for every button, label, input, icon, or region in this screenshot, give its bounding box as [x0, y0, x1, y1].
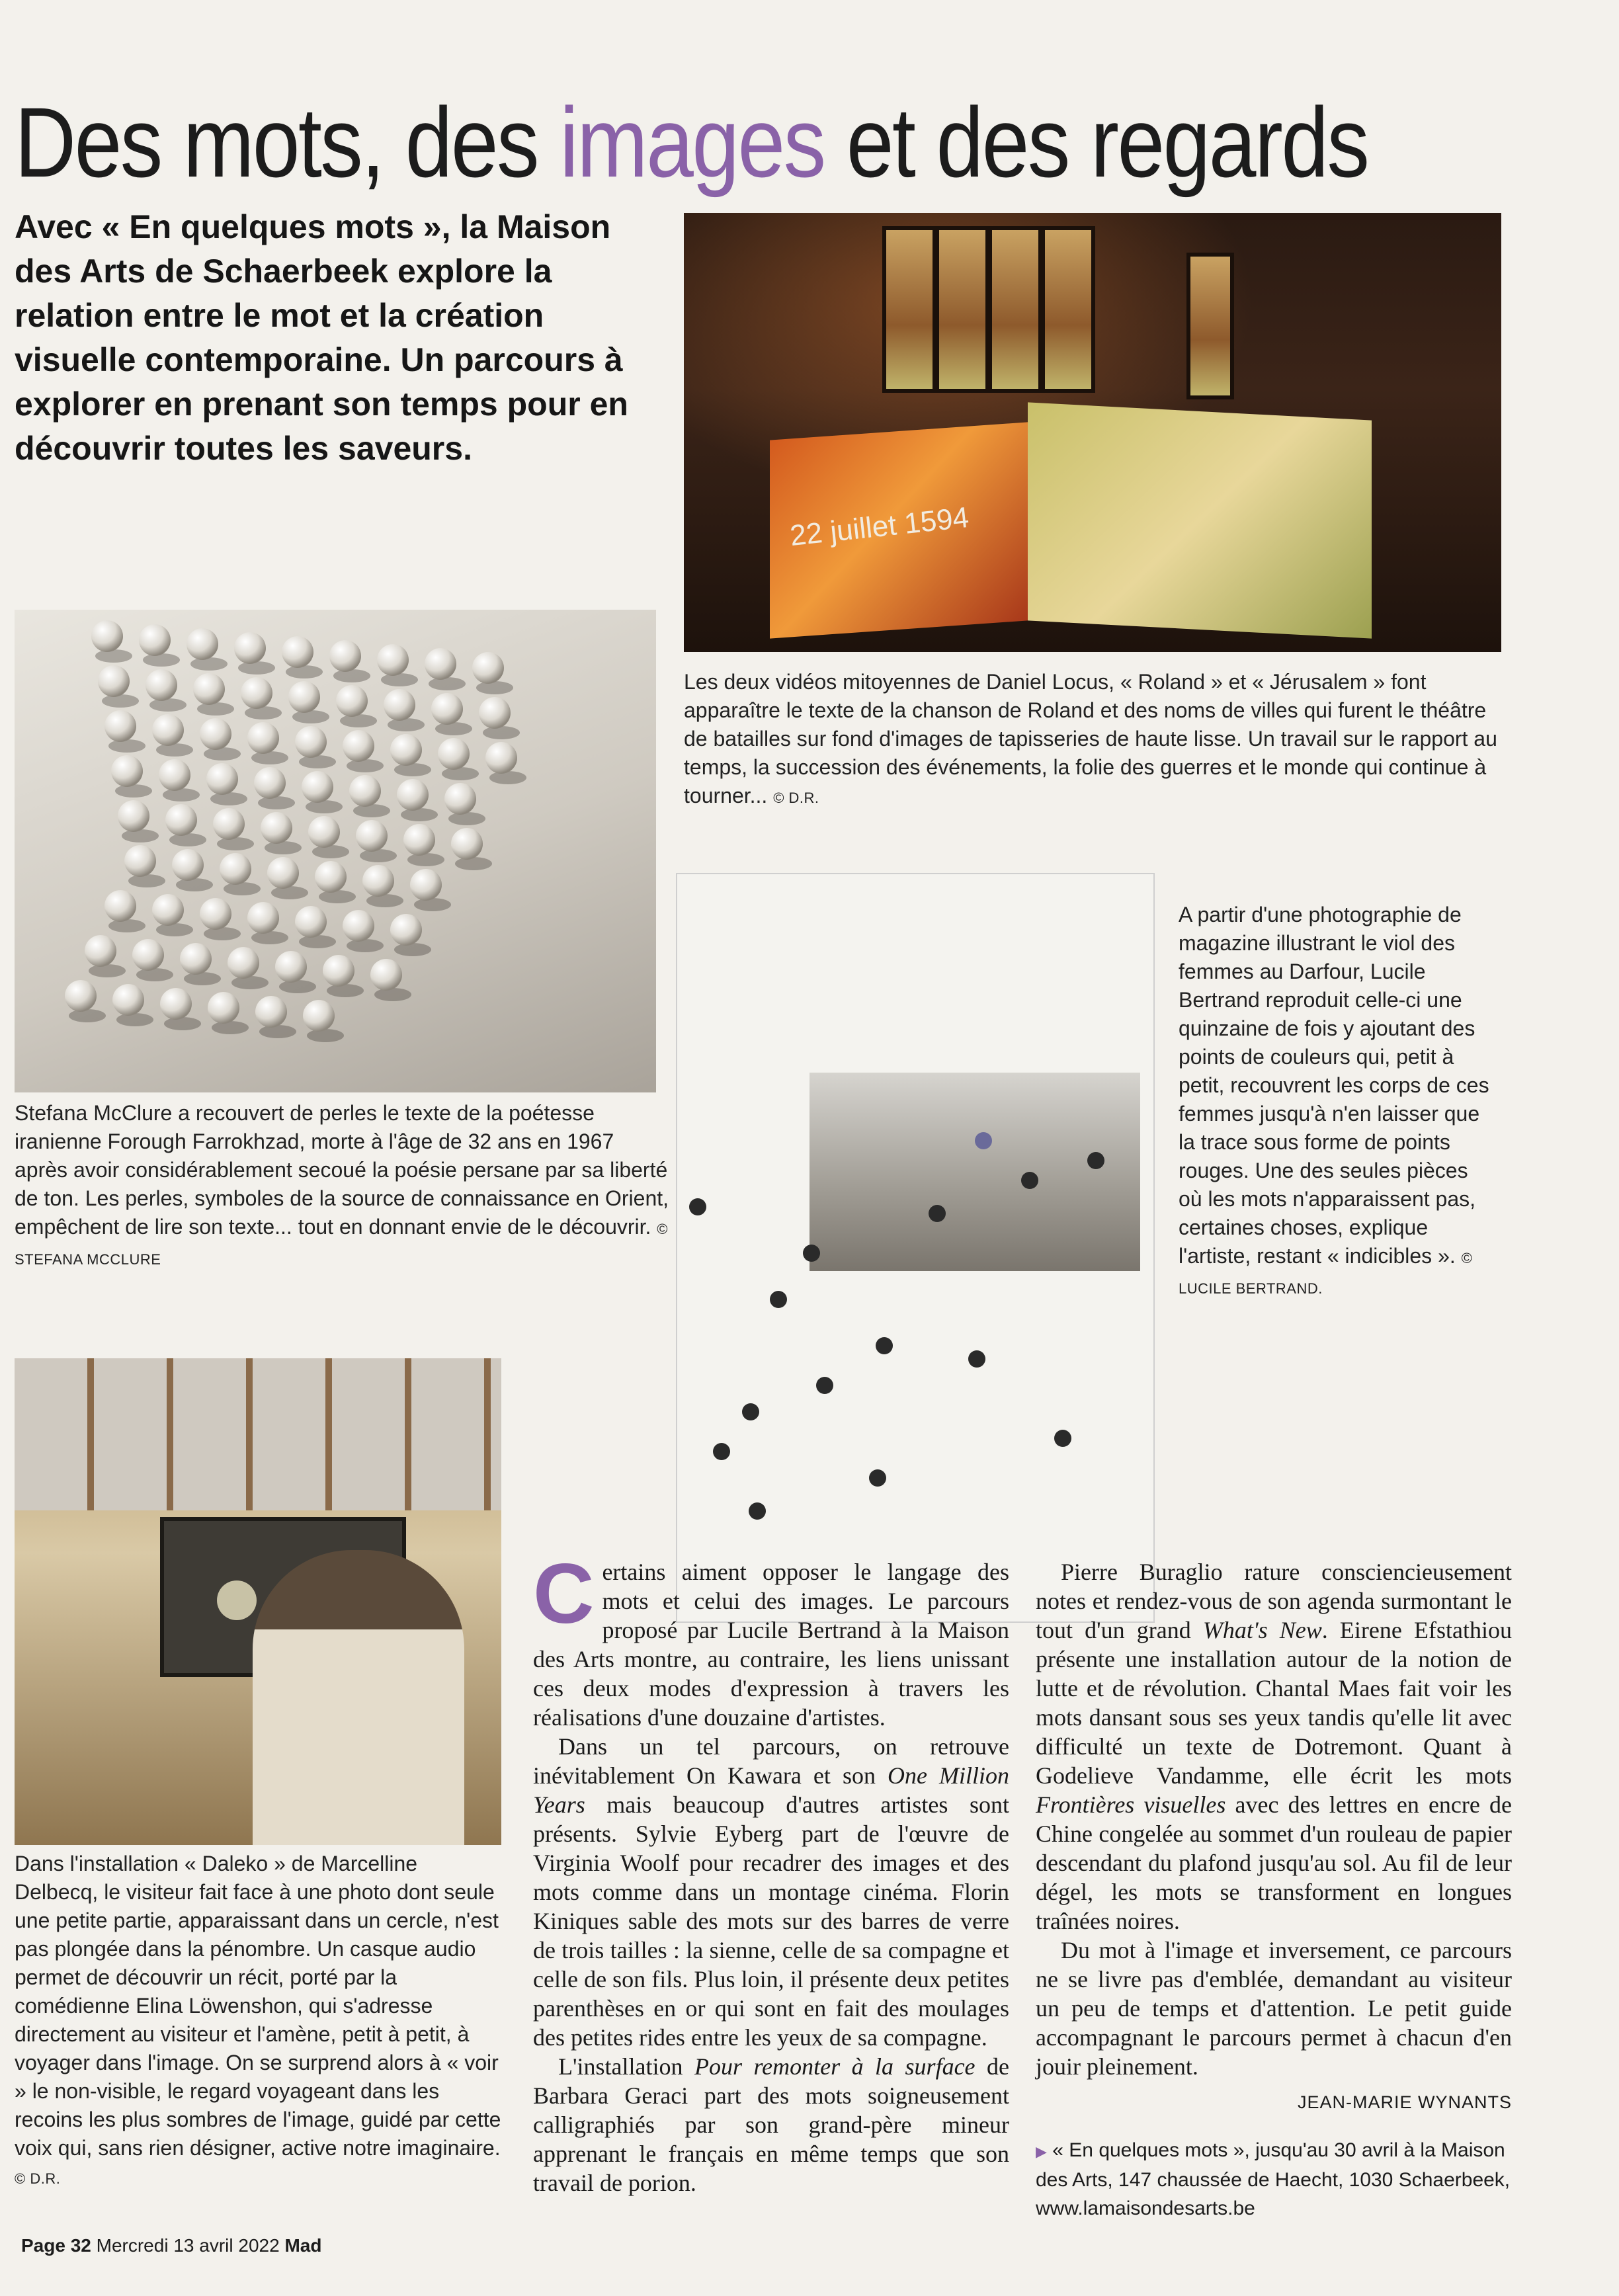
intro-lead: Avec « En quelques mots », la Maison des Arts de Schaerbeek explore la relation entre le mot et la création visuelle contemporaine. Un parcours à explorer en prenant son temps pour en découvrir toutes les saveurs.	[15, 208, 628, 467]
pearl	[132, 939, 164, 971]
pearl-shadow	[176, 878, 213, 891]
pearl-shadow	[435, 722, 472, 735]
pearl	[254, 767, 286, 799]
pearl-shadow	[414, 898, 451, 911]
pearl	[193, 673, 225, 705]
pearl-shadow	[238, 661, 275, 675]
issue-date: Mercredi 13 avril 2022	[96, 2235, 280, 2256]
pearl-shadow	[489, 771, 526, 784]
pearl	[267, 857, 299, 889]
photo-credit: © D.R.	[15, 2170, 61, 2187]
pearl-shadow	[89, 964, 126, 977]
pearl-shadow	[156, 923, 193, 936]
pearl	[139, 624, 171, 656]
photo-bertrand-artwork	[676, 873, 1155, 1623]
pearl-shadow	[259, 1025, 296, 1038]
pearl	[329, 640, 361, 672]
pearl	[145, 669, 177, 701]
pearl-shadow	[394, 943, 431, 956]
pearl	[425, 648, 456, 680]
pearl-shadow	[333, 669, 370, 682]
pearl-shadow	[102, 694, 139, 708]
headline-part2: et des regards	[824, 87, 1368, 198]
visitor-with-headphones	[253, 1550, 464, 1845]
pearl	[275, 951, 307, 983]
color-dot	[869, 1469, 886, 1487]
website-link[interactable]: www.lamaisondesarts.be	[1036, 2197, 1255, 2219]
pearl	[308, 816, 340, 848]
pearl	[152, 894, 184, 926]
color-dot	[770, 1291, 787, 1308]
pearl	[255, 996, 287, 1028]
pearl-shadow	[388, 718, 425, 731]
pearl	[172, 849, 204, 881]
pearl-shadow	[271, 886, 308, 899]
pearl	[220, 853, 251, 885]
pearl-shadow	[442, 767, 479, 780]
photo-daleko-installation	[15, 1358, 501, 1845]
pearl	[403, 824, 435, 856]
pearl	[180, 943, 212, 975]
pearl-shadow	[455, 857, 492, 870]
pearl-shadow	[197, 702, 234, 716]
pearl	[65, 980, 97, 1012]
pearl-shadow	[143, 653, 180, 667]
video-projection-jerusalem	[1028, 402, 1372, 638]
pearl-shadow	[231, 976, 269, 989]
pearl	[302, 771, 333, 803]
pearl-shadow	[381, 673, 418, 686]
pearl-shadow	[190, 657, 228, 671]
pearl-shadow	[95, 649, 132, 663]
pearl	[234, 632, 266, 664]
pearl	[247, 722, 279, 754]
pearl-shadow	[69, 1009, 106, 1022]
article-column-1: Certains aiment opposer le langage des mots et celui des images. Le parcours proposé par Lucile Bertrand à la Maison des Arts montre, au contraire, les liens unissant ces deux modes d'expression à travers les réalisations d'une douzaine d'artistes. Dans un tel parcours, on retrouve inévitablement On Kawara et son One Million Years mais beaucoup d'autres artistes sont présents. Sylvie Eyberg part de l'œuvre de Virginia Woolf pour recadrer des images et des mots comme dans un montage cinéma. Florin Kiniques sable des mots sur des barres de verre de trois tailles : la sienne, celle de sa compagne et celle de son fils. Plus loin, il présente deux petites parenthèses en or qui sont en fait des moulages des petites rides entre les yeux de sa compagne. L'installation Pour remonter à la surface de Barbara Geraci part des mots soigneusement calligraphiés par son grand-père mineur apprenant le français en même temps que son travail de porion.	[533, 1547, 1009, 2196]
photo-credit: © STEFANA MCCLURE	[15, 1221, 669, 1268]
pearl	[282, 636, 313, 668]
stained-glass-window	[1041, 226, 1095, 393]
pearl	[295, 906, 327, 938]
pearl	[356, 820, 388, 852]
pearl	[91, 620, 123, 652]
pearl	[323, 955, 354, 987]
pearl-shadow	[116, 1013, 153, 1026]
pearl-shadow	[483, 726, 520, 739]
pearl-shadow	[394, 763, 431, 776]
color-dot	[816, 1377, 833, 1394]
pearl-shadow	[265, 841, 302, 854]
stained-glass-window	[882, 226, 936, 393]
pearls-illustration	[15, 610, 656, 1092]
pearl-shadow	[184, 972, 221, 985]
pearl-shadow	[353, 804, 390, 817]
pearl	[390, 914, 422, 946]
pearl	[451, 828, 483, 860]
pearl-shadow	[292, 710, 329, 723]
illuminated-circle	[217, 1580, 257, 1620]
pearl	[104, 890, 136, 922]
pearl	[288, 681, 320, 713]
pearl	[165, 804, 197, 836]
pearl-shadow	[156, 743, 193, 757]
pearl	[208, 992, 239, 1024]
pearl	[444, 783, 476, 815]
pearl-shadow	[108, 919, 145, 932]
pearl-shadow	[312, 845, 349, 858]
pearl-shadow	[224, 882, 261, 895]
pearl-shadow	[448, 812, 485, 825]
headline	[15, 86, 1368, 198]
stained-glass-windows	[15, 1358, 501, 1510]
color-dot	[929, 1205, 946, 1222]
pearl	[336, 685, 368, 717]
pearl-shadow	[204, 747, 241, 760]
caption-bertrand: A partir d'une photographie de magazine illustrant le viol des femmes au Darfour, Lucile Bertrand reproduit celle-ci une quinzaine de fois y ajoutant des points de couleurs qui, petit à petit, recouvrent les corps de ces femmes jusqu'à n'en laisser que la trace sous forme de points rouges. Une des seules pièces où les mots n'apparaissent pas, certaines choses, explique l'artiste, restant « indicibles ». © LUCILE BERTRAND.	[1179, 903, 1489, 1297]
section-name: Mad	[284, 2235, 322, 2256]
pearl	[247, 902, 279, 934]
pearl-shadow	[401, 808, 438, 821]
pearl-shadow	[306, 800, 343, 813]
pearl-shadow	[212, 1021, 249, 1034]
pearl	[98, 665, 130, 697]
color-dot	[968, 1350, 985, 1368]
pearl-shadow	[149, 698, 187, 712]
pearl-shadow	[204, 927, 241, 940]
color-dot	[1021, 1172, 1038, 1189]
pearl-shadow	[164, 1017, 201, 1030]
pearl-shadow	[163, 788, 200, 801]
pearl	[152, 714, 184, 746]
page-number: Page 32	[21, 2235, 91, 2256]
caption-daleko: Dans l'installation « Daleko » de Marcelline Delbecq, le visiteur fait face à une photo dont seule une petite partie, apparaissant dans un cercle, n'est pas plongée dans la pénombre. Un casque audio permet de découvrir un récit, porté par la comédienne Elina Löwenshon, qui s'adresse directement au visiteur et l'amène, petit à petit, à voyager dans l'image. On se surprend alors à « voir » le non-visible, le regard voyageant dans les recoins les plus sombres de l'image, guidé par cette voix qui, sans rien désigner, active notre imaginaire. © D.R.	[15, 1852, 501, 2187]
pearl-shadow	[476, 681, 513, 694]
color-dot	[689, 1198, 706, 1215]
pearl-shadow	[374, 988, 411, 1001]
pearl	[343, 730, 374, 762]
color-dot	[749, 1502, 766, 1520]
pearl-shadow	[299, 935, 336, 948]
pearl-shadow	[429, 677, 466, 690]
article-column-2: Pierre Buraglio rature consciencieusement notes et rendez-vous de son agenda surmontant le tout d'un grand What's New. Eirene Efstathiou présente une installation autour de la notion de lutte et de révolution. Chantal Maes fait voir les mots dansant sous ses yeux tandis qu'elle lit avec difficulté un texte de Dotremont. Quant à Godelieve Vandamme, elle écrit les mots Frontières visuelles avec des lettres en encre de Chine congelée au sommet d'un rouleau de papier descendant du plafond jusqu'au sol. Au fil de leur dégel, les mots se transforment en longues traînées noires. Du mot à l'image et inversement, ce parcours ne se livre pas d'emblée, demandant au visiteur un peu de temps et d'attention. Le petit guide accompagnant le parcours permet à chacun d'en jouir pleinement. JEAN-MARIE WYNANTS	[1036, 1557, 1512, 2117]
pearl	[349, 775, 381, 807]
photo-credit: © D.R.	[773, 790, 819, 806]
pearl	[261, 812, 292, 844]
stained-glass-window	[988, 226, 1042, 393]
pearl-shadow	[327, 984, 364, 997]
pearl-shadow	[299, 755, 336, 768]
pearl	[390, 734, 422, 766]
headline-accent: images	[560, 87, 825, 198]
stained-glass-window	[1186, 253, 1234, 399]
pearl	[438, 738, 470, 770]
pearl	[410, 869, 442, 901]
pearl	[160, 988, 192, 1020]
pearl	[384, 689, 415, 721]
pearl	[241, 677, 272, 709]
pearl-shadow	[108, 739, 145, 753]
pearl	[159, 759, 190, 791]
pearl	[85, 935, 116, 967]
color-dot	[1087, 1152, 1104, 1169]
pearl-shadow	[258, 796, 295, 809]
author-byline: JEAN-MARIE WYNANTS	[1297, 2092, 1512, 2112]
pearl	[303, 1000, 335, 1032]
photo-pearls-installation	[15, 610, 656, 1092]
pearl	[200, 898, 231, 930]
pearl	[206, 763, 238, 795]
color-dot	[803, 1245, 820, 1262]
pearl-shadow	[286, 665, 323, 678]
stained-glass-window	[935, 226, 989, 393]
pearl	[472, 652, 504, 684]
pearl-shadow	[115, 784, 152, 798]
pearl	[228, 947, 259, 979]
pearl-shadow	[251, 751, 288, 764]
pearl-shadow	[251, 931, 288, 944]
pearl-shadow	[128, 874, 165, 887]
dropcap: C	[533, 1547, 595, 1641]
pearl-shadow	[340, 714, 377, 727]
caption-pearls: Stefana McClure a recouvert de perles le texte de la poétesse iranienne Forough Farrokhzad, morte à l'âge de 32 ans en 1967 après avoir considérablement secoué la poésie persane par sa liberté de ton. Les perles, symboles de la source de connaissance en Orient, empêchent de lire son texte... tout en donnant envie de le découvrir. © STEFANA MCCLURE	[15, 1101, 669, 1268]
darfour-photo-print	[810, 1073, 1140, 1271]
practical-info: ▶ « En quelques mots », jusqu'au 30 avril à la Maison des Arts, 147 chaussée de Haecht, 1030 Schaerbeek, www.lamaisondesarts.be	[1036, 2139, 1511, 2219]
pearl-shadow	[136, 968, 173, 981]
pearl-shadow	[169, 833, 206, 846]
page-footer	[21, 2235, 321, 2256]
pearl	[187, 628, 218, 660]
pearl	[213, 808, 245, 840]
color-dot	[975, 1132, 992, 1149]
pearl	[111, 755, 143, 787]
pearl-shadow	[347, 939, 384, 952]
pearl	[118, 800, 149, 832]
pearl	[370, 959, 402, 991]
pearl	[104, 710, 136, 742]
pearl	[485, 742, 517, 774]
pearl-shadow	[279, 980, 316, 993]
pearl-shadow	[210, 792, 247, 805]
pearl	[377, 644, 409, 676]
caption-roland: Les deux vidéos mitoyennes de Daniel Locus, « Roland » et « Jérusalem » font apparaître le texte de la chanson de Roland et des noms de villes qui furent le théâtre de batailles sur fond d'images de tapisseries de haute lisse. Un travail sur le rapport au temps, la succession des événements, la folie des guerres et le monde qui continue à tourner... © D.R.	[684, 670, 1497, 807]
pearl-shadow	[122, 829, 159, 842]
pearl-shadow	[217, 837, 254, 850]
pearl	[124, 845, 156, 877]
pearl	[479, 697, 511, 729]
pearl-shadow	[347, 759, 384, 772]
pearl-shadow	[407, 853, 444, 866]
triangle-bullet-icon: ▶	[1036, 2143, 1047, 2160]
pearl	[397, 779, 429, 811]
projection-text: 22 juillet 1594	[788, 501, 971, 553]
color-dot	[1054, 1430, 1071, 1447]
pearl	[200, 718, 231, 750]
color-dot	[713, 1443, 730, 1460]
pearl-shadow	[245, 706, 282, 719]
pearl-shadow	[319, 890, 356, 903]
color-dot	[876, 1337, 893, 1354]
pearl-shadow	[360, 849, 397, 862]
photo-credit: © LUCILE BERTRAND.	[1179, 1250, 1473, 1297]
pearl	[431, 693, 463, 725]
pearl-shadow	[366, 894, 403, 907]
pearl	[112, 984, 144, 1016]
headline-part1: Des mots, des	[15, 87, 560, 198]
photo-roland-installation	[684, 213, 1501, 652]
pearl	[295, 726, 327, 758]
pearl	[315, 861, 347, 893]
color-dot	[742, 1403, 759, 1420]
pearl	[362, 865, 394, 897]
pearl-shadow	[307, 1029, 344, 1042]
pearl	[343, 910, 374, 942]
